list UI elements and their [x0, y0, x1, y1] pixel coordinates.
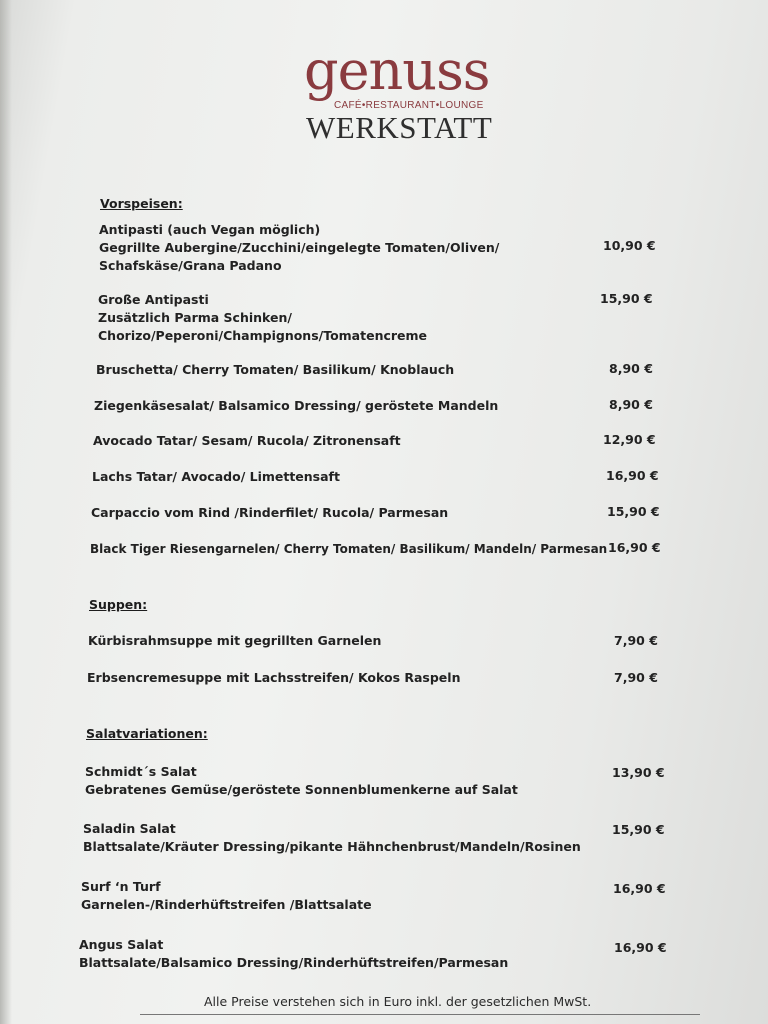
price-carpaccio: 15,90 €: [607, 504, 660, 519]
item-line: Lachs Tatar/ Avocado/ Limettensaft: [92, 469, 340, 484]
item-line: Saladin Salat: [83, 821, 176, 836]
section-title-vorspeisen: Vorspeisen:: [100, 196, 183, 211]
price-avocado-tatar: 12,90 €: [603, 432, 656, 447]
logo-subtitle: CAFÉ•RESTAURANT•LOUNGE: [334, 100, 484, 111]
item-line: Chorizo/Peperoni/Champignons/Tomatencreme: [98, 328, 428, 343]
item-line: Black Tiger Riesengarnelen/ Cherry Tomaten/ Basilikum/ Mandeln/ Parmesan: [90, 542, 608, 556]
price-ziegenkaesesalat: 8,90 €: [609, 397, 653, 412]
footer-divider: [140, 1014, 700, 1015]
item-line: Avocado Tatar/ Sesam/ Rucola/ Zitronensaft: [93, 433, 401, 448]
price-angus-salat: 16,90 €: [614, 940, 667, 955]
section-title-salatvariationen: Salatvariationen:: [86, 726, 208, 741]
item-line: Blattsalate/Balsamico Dressing/Rinderhüftstreifen/Parmesan: [79, 955, 509, 970]
item-line: Antipasti (auch Vegan möglich): [99, 222, 321, 237]
menu-item-angus-salat: [79, 936, 508, 972]
price-saladin-salat: 15,90 €: [612, 822, 665, 837]
menu-item-schmidts-salat: [85, 763, 518, 799]
menu-item-ziegenkaesesalat: [94, 397, 498, 415]
menu-item-erbsencremesuppe: [87, 669, 460, 687]
menu-item-avocado-tatar: [93, 432, 401, 450]
item-line: Bruschetta/ Cherry Tomaten/ Basilikum/ Knoblauch: [96, 362, 455, 377]
item-line: Große Antipasti: [98, 292, 209, 307]
price-kuerbisrahmsuppe: 7,90 €: [614, 633, 658, 648]
item-line: Angus Salat: [79, 937, 164, 952]
section-title-suppen: Suppen:: [89, 597, 148, 612]
menu-item-surf-n-turf: [81, 878, 372, 914]
item-line: Schafskäse/Grana Padano: [99, 258, 282, 273]
price-bruschetta: 8,90 €: [609, 361, 653, 376]
item-line: Surf ‘n Turf: [81, 879, 161, 894]
menu-item-bruschetta: [96, 361, 454, 379]
item-line: Gebratenes Gemüse/geröstete Sonnenblumenkerne auf Salat: [85, 782, 518, 797]
price-erbsencremesuppe: 7,90 €: [614, 670, 658, 685]
menu-item-carpaccio: [91, 504, 448, 522]
logo-genuss: genuss: [304, 39, 490, 102]
item-line: Garnelen-/Rinderhüftstreifen /Blattsalate: [81, 897, 372, 912]
menu-item-kuerbisrahmsuppe: [88, 632, 381, 650]
restaurant-logo: [300, 39, 510, 150]
price-black-tiger: 16,90 €: [608, 540, 661, 555]
item-line: Schmidt´s Salat: [85, 764, 197, 779]
menu-item-lachs-tatar: [92, 468, 340, 486]
item-line: Zusätzlich Parma Schinken/: [98, 310, 292, 325]
price-antipasti: 10,90 €: [603, 238, 656, 253]
menu-item-antipasti: [99, 221, 499, 275]
price-lachs-tatar: 16,90 €: [606, 468, 659, 483]
item-line: Erbsencremesuppe mit Lachsstreifen/ Kokos Raspeln: [87, 670, 461, 685]
item-line: Carpaccio vom Rind /Rinderfilet/ Rucola/ Parmesan: [91, 505, 449, 520]
item-line: Gegrillte Aubergine/Zucchini/eingelegte Tomaten/Oliven/: [99, 240, 500, 255]
price-surf-n-turf: 16,90 €: [613, 881, 666, 896]
menu-item-saladin-salat: [83, 820, 581, 856]
menu-item-black-tiger: [90, 540, 607, 558]
price-schmidts-salat: 13,90 €: [612, 765, 665, 780]
item-line: Ziegenkäsesalat/ Balsamico Dressing/ geröstete Mandeln: [94, 398, 499, 413]
paper-edge: [0, 0, 12, 1024]
item-line: Blattsalate/Kräuter Dressing/pikante Hähnchenbrust/Mandeln/Rosinen: [83, 839, 581, 854]
logo-werkstatt: WERKSTATT: [306, 110, 493, 145]
footer-note: Alle Preise verstehen sich in Euro inkl. der gesetzlichen MwSt.: [204, 994, 592, 1009]
price-grosse-antipasti: 15,90 €: [600, 291, 653, 306]
menu-item-grosse-antipasti: [98, 291, 427, 345]
item-line: Kürbisrahmsuppe mit gegrillten Garnelen: [88, 633, 382, 648]
